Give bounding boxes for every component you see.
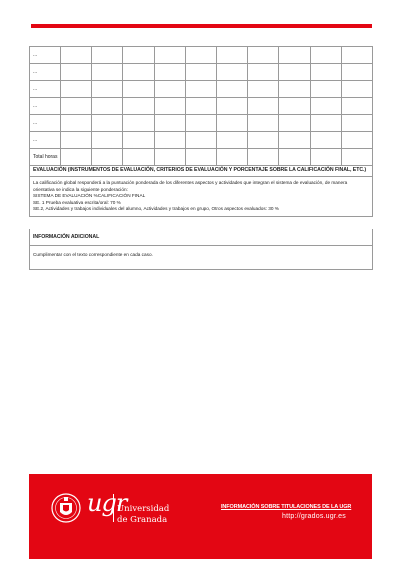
table-cell [216, 81, 247, 98]
table-cell [61, 115, 92, 132]
table-cell [154, 132, 185, 149]
table-cell [185, 64, 216, 81]
table-row [30, 81, 373, 98]
table-cell [216, 64, 247, 81]
table-cell [248, 115, 279, 132]
table-cell [248, 64, 279, 81]
ugr-logo-mark: ugr [87, 489, 127, 517]
table-cell [154, 47, 185, 64]
table-cell [341, 64, 372, 81]
table-cell [216, 149, 247, 166]
table-cell [248, 81, 279, 98]
evaluation-line: La calificación global responderá a la puntuación ponderada de los diferentes aspectos y actividades que integran el sistema de evaluación, de manera orientativa se indica la siguiente ponderación: [33, 180, 348, 192]
table-row [30, 149, 373, 166]
table-cell [61, 81, 92, 98]
table-cell [216, 132, 247, 149]
table-cell [310, 149, 341, 166]
table-cell [185, 149, 216, 166]
table-cell [123, 132, 154, 149]
table-cell [185, 132, 216, 149]
table-cell [216, 115, 247, 132]
table-cell [279, 47, 310, 64]
table-cell [279, 149, 310, 166]
additional-info-heading: INFORMACIÓN ADICIONAL [30, 229, 372, 246]
evaluation-line: SISTEMA DE EVALUACIÓN %CALIFICACIÓN FINAL [33, 193, 146, 199]
university-seal-icon [51, 491, 81, 525]
table-cell [341, 132, 372, 149]
university-name-line1: Universidad [117, 504, 170, 514]
evaluation-body [30, 177, 372, 216]
row-label: ... [30, 81, 61, 98]
table-cell [341, 98, 372, 115]
row-label: ... [30, 115, 61, 132]
table-cell [310, 132, 341, 149]
table-cell [185, 81, 216, 98]
table-cell [279, 98, 310, 115]
table-row [30, 132, 373, 149]
table-cell [279, 115, 310, 132]
row-label: Total horas [30, 149, 61, 166]
table-cell [341, 47, 372, 64]
evaluation-heading: EVALUACIÓN (INSTRUMENTOS DE EVALUACIÓN, CRITERIOS DE EVALUACIÓN Y PORCENTAJE SOBRE LA CALIFICACIÓN FINAL, ETC.) [30, 164, 372, 177]
table-cell [154, 64, 185, 81]
table-cell [123, 64, 154, 81]
table-cell [341, 115, 372, 132]
table-cell [92, 81, 123, 98]
additional-info-section [29, 229, 373, 270]
header-red-rule [31, 24, 372, 28]
table-cell [154, 149, 185, 166]
table-cell [154, 115, 185, 132]
hours-table [29, 46, 373, 166]
table-cell [310, 115, 341, 132]
table-cell [248, 132, 279, 149]
table-cell [92, 64, 123, 81]
table-row [30, 47, 373, 64]
table-cell [92, 115, 123, 132]
evaluation-section [29, 164, 373, 217]
table-cell [310, 81, 341, 98]
table-cell [310, 64, 341, 81]
table-cell [61, 132, 92, 149]
table-cell [61, 47, 92, 64]
table-cell [185, 47, 216, 64]
additional-info-text: Cumplimentar con el texto correspondiente en cada caso. [33, 252, 153, 257]
table-cell [123, 81, 154, 98]
table-cell [154, 81, 185, 98]
degrees-url-link[interactable]: http://grados.ugr.es [282, 513, 346, 520]
table-row [30, 64, 373, 81]
table-cell [216, 98, 247, 115]
evaluation-line: SE.2, Actividades y trabajos individuales del alumno, Actividades y trabajos en grupo, Otros aspectos evaluados: 30 % [33, 206, 279, 212]
table-cell [248, 98, 279, 115]
table-row [30, 98, 373, 115]
table-cell [92, 98, 123, 115]
row-label: ... [30, 132, 61, 149]
table-cell [92, 132, 123, 149]
logo-divider [113, 494, 114, 522]
table-cell [92, 149, 123, 166]
table-cell [185, 98, 216, 115]
table-cell [185, 115, 216, 132]
table-cell [341, 81, 372, 98]
table-cell [341, 149, 372, 166]
table-cell [92, 47, 123, 64]
table-cell [61, 64, 92, 81]
table-cell [123, 149, 154, 166]
table-cell [310, 98, 341, 115]
table-cell [123, 115, 154, 132]
university-name-line2: de Granada [117, 515, 168, 525]
row-label: ... [30, 47, 61, 64]
table-row [30, 115, 373, 132]
table-cell [279, 81, 310, 98]
table-cell [216, 47, 247, 64]
degrees-info-link[interactable]: INFORMACIÓN SOBRE TITULACIONES DE LA UGR [221, 504, 352, 510]
table-cell [248, 149, 279, 166]
footer-banner [29, 474, 372, 559]
table-cell [61, 149, 92, 166]
table-cell [310, 47, 341, 64]
table-cell [123, 98, 154, 115]
table-cell [154, 98, 185, 115]
table-cell [61, 98, 92, 115]
evaluation-line: SE. 1 Prueba evaluativa escrita/oral: 70 % [33, 199, 121, 205]
table-cell [279, 64, 310, 81]
table-cell [248, 47, 279, 64]
university-name [117, 504, 169, 526]
table-cell [279, 132, 310, 149]
table-cell [123, 47, 154, 64]
row-label: ... [30, 98, 61, 115]
row-label: ... [30, 64, 61, 81]
